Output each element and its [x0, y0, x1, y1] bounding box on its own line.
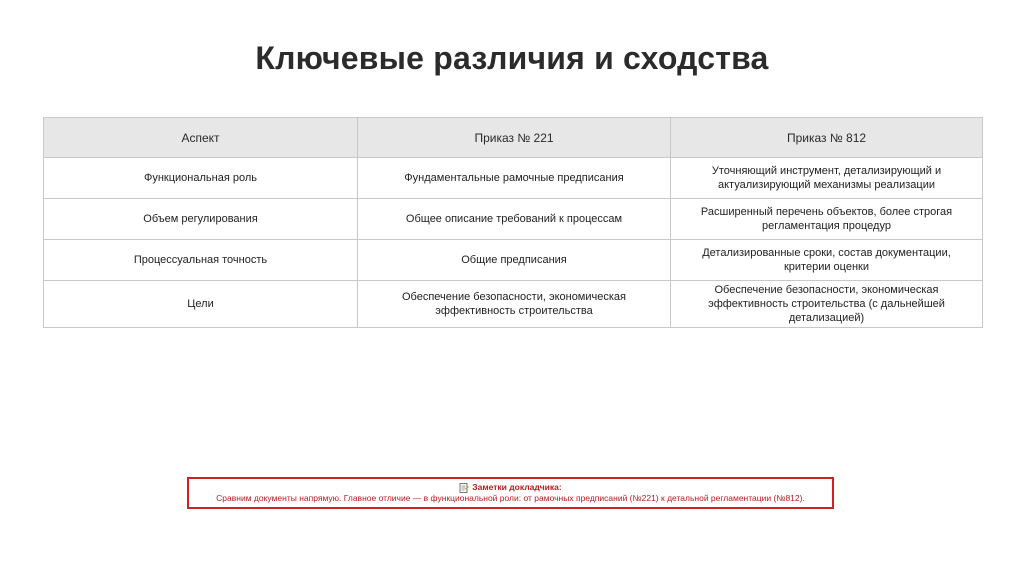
table-cell: Общие предписания: [358, 240, 671, 281]
table-cell: Уточняющий инструмент, детализирующий и актуализирующий механизмы реализации: [671, 158, 983, 199]
note-icon: [459, 483, 469, 493]
table-cell: Фундаментальные рамочные предписания: [358, 158, 671, 199]
header-aspect: Аспект: [44, 118, 358, 158]
speaker-notes-heading: [189, 482, 832, 493]
table-cell: Функциональная роль: [44, 158, 358, 199]
table-row: [44, 158, 983, 199]
table-cell: Общее описание требований к процессам: [358, 199, 671, 240]
speaker-notes-text: Сравним документы напрямую. Главное отличие — в функциональной роли: от рамочных предписаний (№221) к детальной регламентации (№812).: [216, 493, 805, 503]
speaker-notes-heading-text: Заметки докладчика:: [472, 482, 562, 492]
table-row: [44, 281, 983, 328]
table-cell: Расширенный перечень объектов, более строгая регламентация процедур: [671, 199, 983, 240]
table-cell: Процессуальная точность: [44, 240, 358, 281]
comparison-table: [43, 117, 983, 328]
header-order-812: Приказ № 812: [671, 118, 983, 158]
slide-title: Ключевые различия и сходства: [255, 40, 769, 76]
table-row: [44, 240, 983, 281]
table-cell: Детализированные сроки, состав документации, критерии оценки: [671, 240, 983, 281]
table-row: [44, 199, 983, 240]
table-cell: Цели: [44, 281, 358, 328]
header-order-221: Приказ № 221: [358, 118, 671, 158]
table-cell: Обеспечение безопасности, экономическая эффективность строительства (с дальнейшей детализацией): [671, 281, 983, 328]
table-header-row: [44, 118, 983, 158]
speaker-notes-box: [187, 477, 834, 509]
table-cell: Объем регулирования: [44, 199, 358, 240]
table-cell: Обеспечение безопасности, экономическая эффективность строительства: [358, 281, 671, 328]
